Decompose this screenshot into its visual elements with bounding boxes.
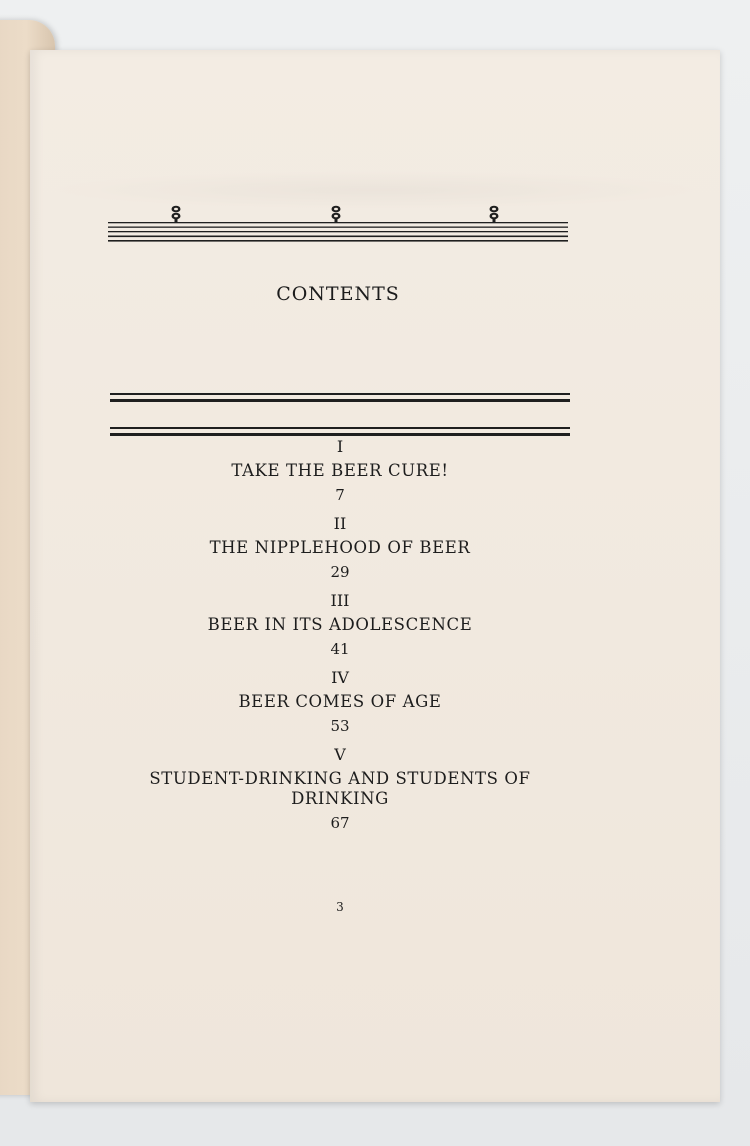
chapter-numeral: II (333, 514, 347, 533)
toc-entry (115, 437, 565, 505)
chapter-numeral: V (334, 745, 346, 764)
page-number: 3 (336, 900, 344, 914)
toc-entry (115, 514, 565, 582)
toc-entry (115, 591, 565, 659)
chapter-page: 7 (335, 486, 345, 504)
chapter-title: TAKE THE BEER CURE! (231, 461, 449, 480)
chapter-page: 67 (330, 814, 350, 832)
top-double-rule (110, 393, 570, 402)
decorative-staff-ornament (108, 200, 568, 250)
chapter-title: BEER COMES OF AGE (238, 692, 442, 711)
toc-entry (115, 745, 565, 833)
staff-line (108, 236, 568, 238)
staff-line (108, 240, 568, 242)
bottom-double-rule (110, 427, 570, 436)
staff-line (108, 231, 568, 232)
note-ornament (172, 206, 181, 223)
page-title: CONTENTS (276, 283, 400, 305)
chapter-page: 29 (330, 563, 350, 581)
chapter-numeral: III (330, 591, 350, 610)
note-ornament (332, 206, 341, 223)
chapter-title: THE NIPPLEHOOD OF BEER (209, 538, 471, 557)
chapter-numeral: I (336, 437, 344, 456)
chapter-title: STUDENT-DRINKING AND STUDENTS OF DRINKING (149, 769, 531, 808)
book-page (30, 50, 720, 1102)
chapter-page: 53 (330, 717, 350, 735)
toc-entry (115, 668, 565, 736)
table-of-contents (115, 437, 565, 833)
chapter-page: 41 (330, 640, 350, 658)
note-ornament (490, 206, 499, 223)
staff-line (108, 227, 568, 228)
chapter-numeral: IV (331, 668, 349, 687)
chapter-title: BEER IN ITS ADOLESCENCE (207, 615, 473, 634)
